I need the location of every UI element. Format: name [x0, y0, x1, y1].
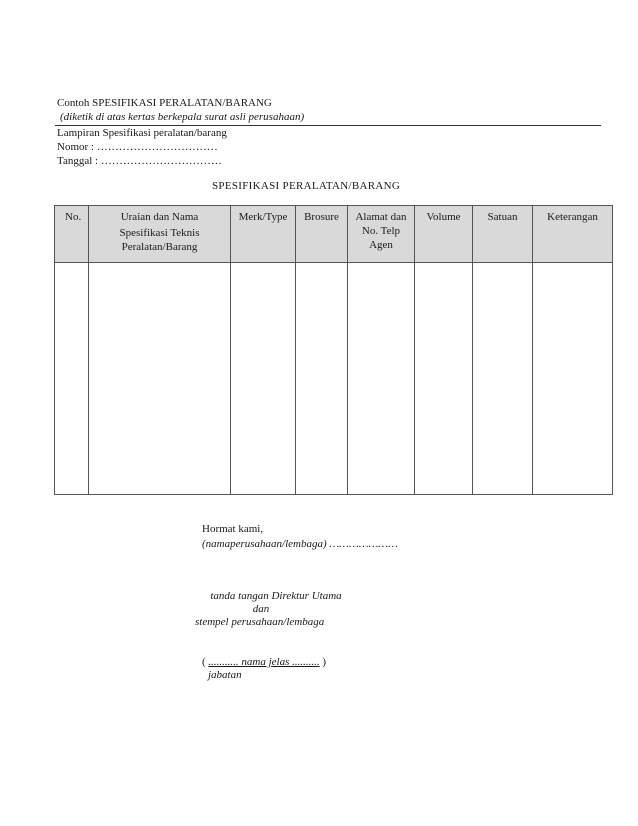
col-header-uraian-line1: Uraian dan Nama [120, 211, 199, 223]
name-open-paren: ( [202, 656, 206, 668]
position-label: jabatan [208, 669, 242, 681]
date-line: Tanggal : …………………………… [57, 155, 222, 167]
closing-company: (namaperusahaan/lembaga) ………………… [202, 538, 398, 550]
col-header-volume: Volume [415, 206, 473, 263]
col-header-merk: Merk/Type [231, 206, 296, 263]
col-header-uraian [89, 206, 231, 263]
specification-table [54, 205, 613, 495]
col-header-brosure: Brosure [296, 206, 348, 263]
col-header-alamat [348, 206, 415, 263]
col-header-uraian-line3: Peralatan/Barang [121, 241, 198, 253]
col-header-uraian-line2: Spesifikasi Teknis [119, 227, 200, 239]
cell-brosure [296, 263, 348, 495]
closing-greeting: Hormat kami, [202, 523, 264, 535]
name-close-paren: ) [322, 656, 327, 668]
cell-uraian [89, 263, 231, 495]
name-placeholder: ........... nama jelas .......... [208, 656, 320, 668]
col-header-no: No. [55, 206, 89, 263]
header-title: Contoh SPESIFIKASI PERALATAN/BARANG [57, 97, 272, 109]
col-header-alamat-line3: Agen [369, 239, 393, 251]
cell-volume [415, 263, 473, 495]
signature-line-3: stempel perusahaan/lembaga [195, 616, 325, 628]
table-header-row [55, 206, 613, 263]
header-note: (diketik di atas kertas berkepala surat asli perusahaan) [60, 111, 305, 123]
number-line: Nomor : …………………………… [57, 141, 218, 153]
signature-line-2: dan [252, 603, 270, 615]
col-header-keterangan: Keterangan [533, 206, 613, 263]
col-header-alamat-line2: No. Telp [361, 225, 401, 237]
attachment-line: Lampiran Spesifikasi peralatan/barang [57, 127, 227, 139]
col-header-satuan: Satuan [473, 206, 533, 263]
cell-keterangan [533, 263, 613, 495]
table-row [55, 263, 613, 495]
cell-satuan [473, 263, 533, 495]
name-field [202, 656, 326, 669]
cell-alamat [348, 263, 415, 495]
document-title: SPESIFIKASI PERALATAN/BARANG [212, 180, 401, 192]
col-header-alamat-line1: Alamat dan [355, 211, 407, 223]
header-rule [55, 125, 601, 126]
signature-line-1: tanda tangan Direktur Utama [210, 590, 342, 602]
cell-merk [231, 263, 296, 495]
cell-no [55, 263, 89, 495]
